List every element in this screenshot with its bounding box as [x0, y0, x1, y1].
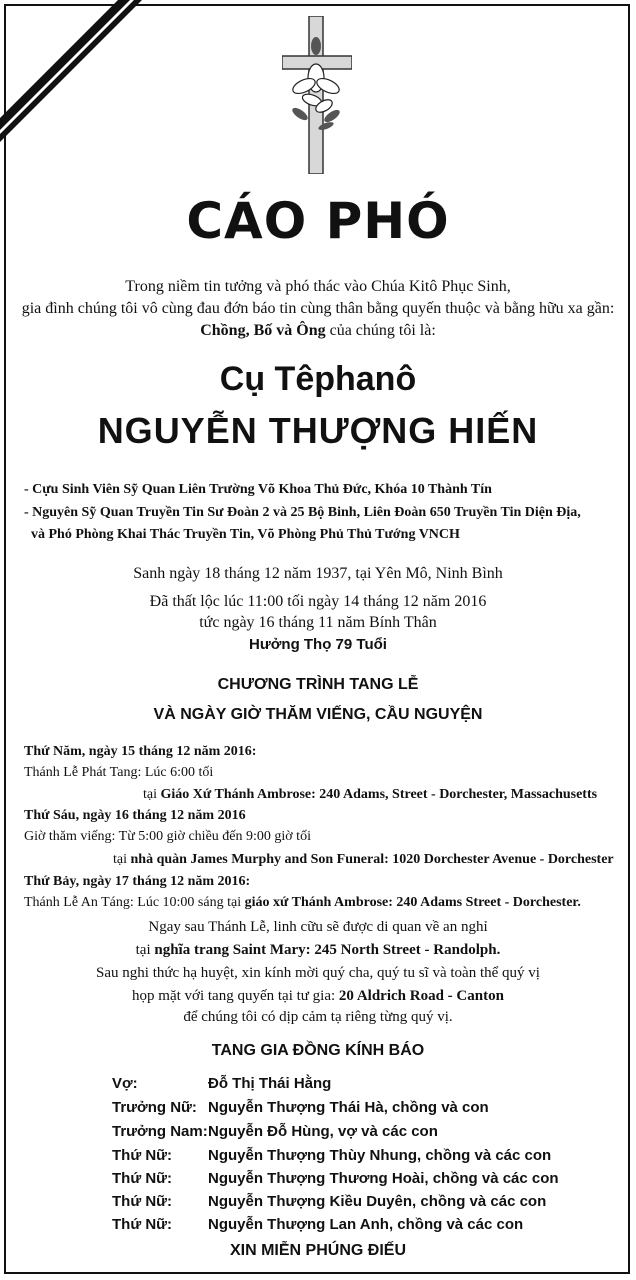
day2-location: nhà quàn James Murphy and Son Funeral: 1020 Dorchester Avenue - Dorchester [130, 852, 614, 867]
career-line-2: - Nguyên Sỹ Quan Truyền Tin Sư Đoàn 2 và 25 Bộ Binh, Liên Đoàn 650 Truyền Tin Diện Địa, [24, 505, 581, 520]
day1-line-1: Thánh Lễ Phát Tang: Lúc 6:00 tối [24, 765, 214, 780]
birth-info: Sanh ngày 18 tháng 12 năm 1937, tại Yên Mô, Ninh Bình [133, 565, 503, 582]
day3-line-1-prefix: Thánh Lễ An Táng: Lúc 10:00 sáng tại [24, 895, 245, 910]
family-relation: Trưởng Nữ: [112, 1099, 197, 1116]
closing-note: XIN MIỄN PHÚNG ĐIẾU [229, 1242, 406, 1259]
intro-line-1: Trong niềm tin tưởng và phó thác vào Chúa Kitô Phục Sinh, [125, 278, 511, 295]
day1-line-2 [143, 784, 597, 806]
family-relation: Thứ Nữ: [112, 1216, 173, 1233]
intro-relation: Chồng, Bố và Ông [200, 322, 326, 339]
age-info: Hưởng Thọ 79 Tuổi [249, 636, 387, 653]
program-title-2: VÀ NGÀY GIỜ THĂM VIẾNG, CẦU NGUYỆN [153, 706, 483, 723]
family-relation: Thứ Nữ: [112, 1147, 173, 1164]
day2-line-2-prefix: tại [113, 852, 131, 867]
family-relation: Thứ Nữ: [112, 1193, 173, 1210]
cross-with-lilies-icon [282, 16, 352, 174]
deceased-title: Cụ Têphanô [219, 360, 417, 398]
family-member-name: Nguyễn Thượng Kiều Duyên, chồng và các con [208, 1193, 547, 1210]
day2-heading: Thứ Sáu, ngày 16 tháng 12 năm 2016 [24, 808, 246, 823]
burial-line-2-prefix: tại [135, 942, 155, 958]
cemetery-location: nghĩa trang Saint Mary: 245 North Street - Randolph. [154, 942, 501, 958]
day1-heading: Thứ Năm, ngày 15 tháng 12 năm 2016: [24, 744, 257, 759]
home-address: 20 Aldrich Road - Canton [338, 988, 504, 1004]
family-member-name: Nguyễn Thượng Thái Hà, chồng và con [208, 1099, 489, 1116]
intro-line-2: gia đình chúng tôi vô cùng đau đớn báo tin cùng thân bằng quyến thuộc và bằng hữu xa gần: [21, 300, 615, 317]
intro-line-3 [0, 320, 636, 342]
family-heading: TANG GIA ĐỒNG KÍNH BÁO [211, 1042, 425, 1059]
family-relation: Thứ Nữ: [112, 1170, 173, 1187]
reception-line-3: để chúng tôi có dịp cảm tạ riêng từng quý vị. [183, 1009, 453, 1025]
day3-line-1 [24, 892, 581, 914]
program-title-1: CHƯƠNG TRÌNH TANG LỄ [217, 676, 419, 693]
burial-line-1: Ngay sau Thánh Lễ, linh cữu sẽ được di quan về an nghỉ [148, 919, 488, 935]
day1-location: Giáo Xứ Thánh Ambrose: 240 Adams, Street - Dorchester, Massachusetts [160, 787, 598, 802]
family-member-name: Nguyễn Đỗ Hùng, vợ và các con [208, 1123, 438, 1140]
lunar-date: tức ngày 16 tháng 11 năm Bính Thân [199, 614, 437, 631]
day3-heading: Thứ Bảy, ngày 17 tháng 12 năm 2016: [24, 874, 251, 889]
family-member-name: Nguyễn Thượng Lan Anh, chồng và các con [208, 1216, 524, 1233]
death-info: Đã thất lộc lúc 11:00 tối ngày 14 tháng 12 năm 2016 [149, 593, 487, 610]
career-line-3: và Phó Phòng Khai Thác Truyền Tin, Võ Phòng Phủ Thủ Tướng VNCH [24, 527, 460, 542]
family-member-name: Nguyễn Thượng Thùy Nhung, chồng và các con [208, 1147, 552, 1164]
page-title: CÁO PHÓ [186, 192, 450, 250]
day1-line-2-prefix: tại [143, 787, 161, 802]
mourning-ribbon [0, 0, 160, 160]
reception-line-1: Sau nghi thức hạ huyệt, xin kính mời quý cha, quý tu sĩ và toàn thể quý vị [96, 965, 540, 981]
family-relation: Trưởng Nam: [112, 1123, 208, 1140]
reception-line-2 [0, 988, 636, 1005]
intro-line-3-rest: của chúng tôi là: [325, 322, 436, 339]
family-member-name: Nguyễn Thượng Thương Hoài, chồng và các con [208, 1170, 559, 1187]
day2-line-1: Giờ thăm viếng: Từ 5:00 giờ chiều đến 9:00 giờ tối [24, 829, 311, 844]
deceased-name: NGUYỄN THƯỢNG HIẾN [97, 410, 539, 451]
day3-location: giáo xứ Thánh Ambrose: 240 Adams Street - Dorchester. [244, 895, 581, 910]
family-member-name: Đỗ Thị Thái Hằng [208, 1075, 332, 1092]
reception-line-2-prefix: họp mặt với tang quyến tại tư gia: [132, 988, 339, 1004]
day2-line-2 [113, 849, 614, 871]
career-line-1: - Cựu Sinh Viên Sỹ Quan Liên Trường Võ Khoa Thủ Đức, Khóa 10 Thành Tín [24, 482, 492, 497]
family-relation: Vợ: [112, 1075, 138, 1092]
burial-line-2 [0, 942, 636, 959]
